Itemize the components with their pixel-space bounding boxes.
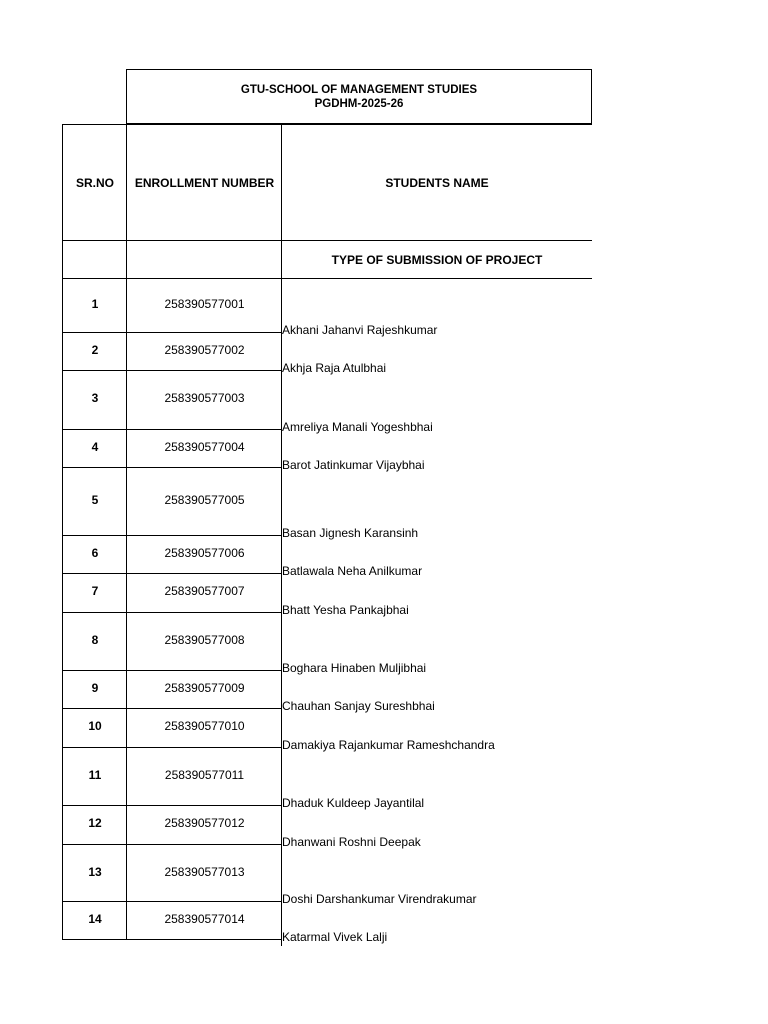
sr-no-cell: 5 [62,468,127,536]
sr-no-cell: 7 [62,574,127,613]
enrollment-number-cell: 258390577009 [126,671,282,709]
enrollment-number-cell: 258390577003 [126,371,282,430]
sr-no-cell: 10 [62,709,127,748]
student-name-cell: Chauhan Sanjay Sureshbhai [281,671,592,715]
student-name-cell: Dhanwani Roshni Deepak [281,806,592,851]
enrollment-number-cell: 258390577005 [126,468,282,536]
table-row [62,371,592,434]
table-row [62,536,592,578]
table-row [62,574,592,617]
student-name-cell: Dhaduk Kuldeep Jayantilal [281,748,592,812]
student-name-cell: Bhatt Yesha Pankajbhai [281,574,592,619]
student-name-cell: Akhja Raja Atulbhai [281,333,592,377]
table-row [62,613,592,675]
table-row [62,671,592,713]
table-row [62,430,592,472]
enrollment-number-cell: 258390577011 [126,748,282,806]
enrollment-number-cell: 258390577006 [126,536,282,574]
sr-no-cell: 11 [62,748,127,806]
student-name-cell: Amreliya Manali Yogeshbhai [281,371,592,436]
sr-no-cell: 2 [62,333,127,371]
enrollment-number-cell: 258390577001 [126,279,282,333]
student-name-cell: Doshi Darshankumar Virendrakumar [281,845,592,908]
enrollment-number-cell: 258390577004 [126,430,282,468]
table-subheader-row [62,241,592,279]
student-name-cell: Katarmal Vivek Lalji [281,902,592,946]
table-row [62,845,592,906]
header-submission-type: TYPE OF SUBMISSION OF PROJECT [281,241,592,279]
enrollment-number-cell: 258390577013 [126,845,282,902]
enrollment-number-cell: 258390577012 [126,806,282,845]
student-name-cell: Akhani Jahanvi Rajeshkumar [281,279,592,339]
enrollment-number-cell: 258390577007 [126,574,282,613]
sr-no-cell: 13 [62,845,127,902]
table-row [62,902,592,944]
subheader-sr-empty [62,241,127,279]
sr-no-cell: 9 [62,671,127,709]
sr-no-cell: 3 [62,371,127,430]
sr-no-cell: 12 [62,806,127,845]
table-row [62,468,592,540]
header-students-name: STUDENTS NAME [281,124,592,241]
enrollment-number-cell: 258390577014 [126,902,282,940]
table-row [62,748,592,810]
sr-no-cell: 8 [62,613,127,671]
student-name-cell: Barot Jatinkumar Vijaybhai [281,430,592,474]
table-row [62,279,592,337]
program-name: PGDHM-2025-26 [314,97,404,110]
student-name-cell: Damakiya Rajankumar Rameshchandra [281,709,592,754]
table-row [62,806,592,849]
student-name-cell: Batlawala Neha Anilkumar [281,536,592,580]
document-title-box [126,69,592,124]
sr-no-cell: 1 [62,279,127,333]
table-header-row [62,124,592,241]
enrollment-number-cell: 258390577002 [126,333,282,371]
table-row [62,333,592,375]
sr-no-cell: 4 [62,430,127,468]
header-enrollment-number: ENROLLMENT NUMBER [126,124,282,241]
sr-no-cell: 14 [62,902,127,940]
school-name: GTU-SCHOOL OF MANAGEMENT STUDIES [240,83,478,96]
table-body [62,279,592,944]
student-name-cell: Boghara Hinaben Muljibhai [281,613,592,677]
enrollment-number-cell: 258390577008 [126,613,282,671]
enrollment-number-cell: 258390577010 [126,709,282,748]
table-row [62,709,592,752]
header-sr-no: SR.NO [62,124,127,241]
student-table [62,124,592,944]
student-name-cell: Basan Jignesh Karansinh [281,468,592,542]
subheader-enrollment-empty [126,241,282,279]
sr-no-cell: 6 [62,536,127,574]
